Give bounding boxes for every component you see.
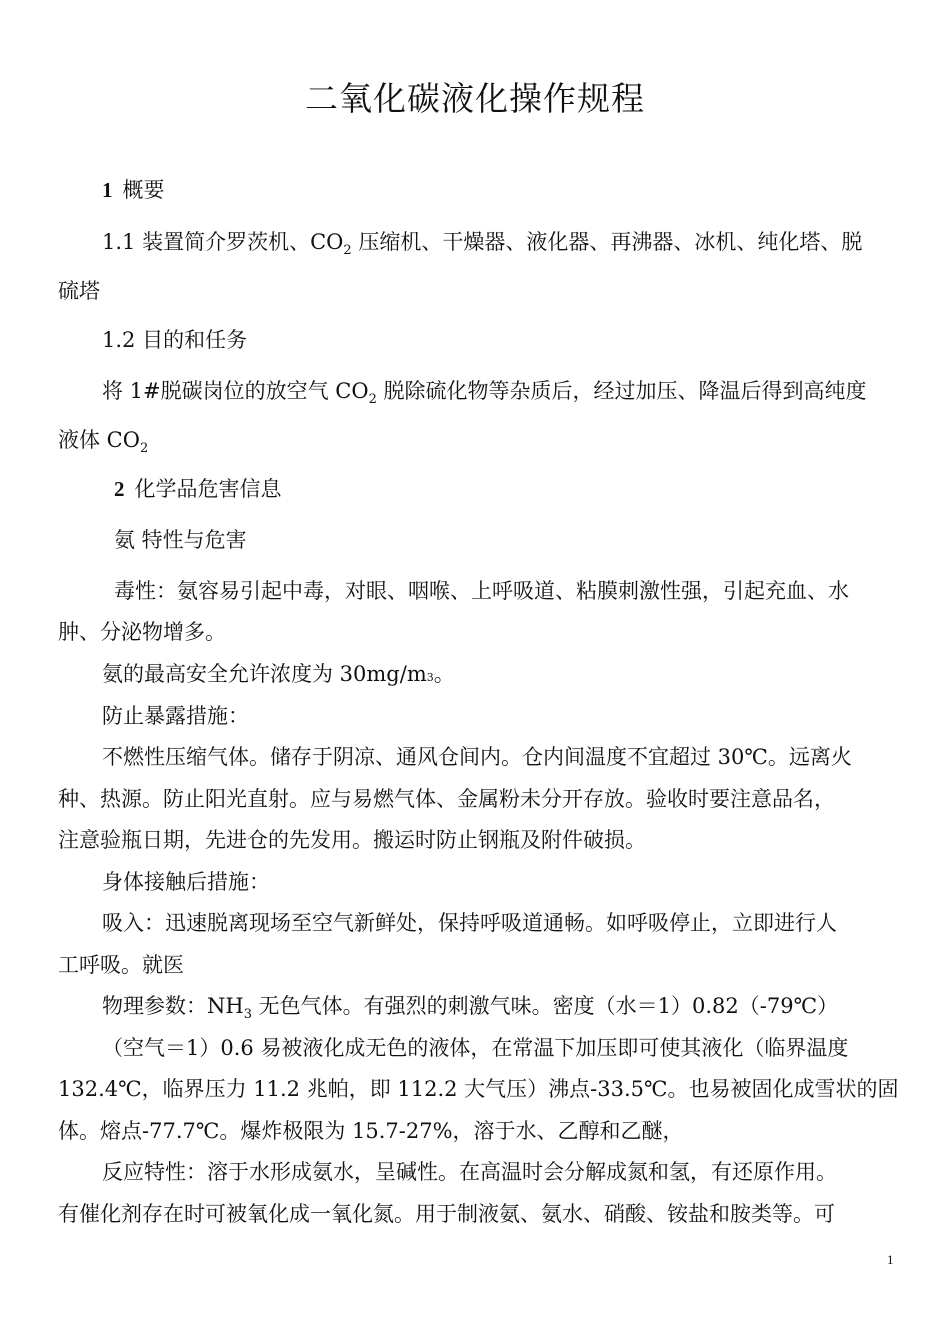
max-concentration bbox=[102, 659, 455, 689]
document-title: 二氧化碳液化操作规程 bbox=[305, 79, 645, 118]
text-segment: 脱除硫化物等杂质后，经过加压、降温后得到高纯度 bbox=[376, 379, 867, 403]
contact-line-1: 吸入：迅速脱离现场至空气新鲜处，保持呼吸道通畅。如呼吸停止，立即进行人 bbox=[102, 911, 837, 935]
physical-line-2: （空气＝1）0.6 易被液化成无色的液体，在常温下加压即可使其液化（临界温度 bbox=[102, 1036, 849, 1060]
physical-line-1 bbox=[102, 991, 838, 1021]
text-segment: 将 1#脱碳岗位的放空气 CO bbox=[102, 379, 369, 403]
prevention-line-3: 注意验瓶日期，先进仓的先发用。搬运时防止钢瓶及附件破损。 bbox=[58, 828, 646, 852]
section-2-heading bbox=[114, 474, 282, 504]
text-segment: 1.1 装置简介罗茨机、CO bbox=[102, 230, 344, 254]
prevention-line-1: 不燃性压缩气体。储存于阴凉、通风仓间内。仓内间温度不宜超过 30℃。远离火 bbox=[102, 745, 852, 769]
text-segment: 液体 CO bbox=[58, 428, 140, 452]
text-segment: 压缩机、干燥器、液化器、再沸器、冰机、纯化塔、脱 bbox=[351, 230, 863, 254]
purpose-line-1 bbox=[102, 376, 867, 406]
text-segment: 无色气体。有强烈的刺激气味。密度（水＝1）0.82（-79℃） bbox=[251, 994, 839, 1018]
toxicity-line-1: 毒性：氨容易引起中毒，对眼、咽喉、上呼吸道、粘膜刺激性强，引起充血、水 bbox=[114, 579, 849, 603]
subscript: 2 bbox=[343, 243, 352, 258]
contact-line-2: 工呼吸。就医 bbox=[58, 953, 184, 977]
page-number: 1 bbox=[887, 1252, 894, 1267]
text-segment: 氨的最高安全允许浓度为 30mg/m bbox=[102, 662, 427, 686]
section-2-label: 化学品危害信息 bbox=[134, 477, 282, 501]
paragraph-1-1-line-1 bbox=[102, 227, 862, 257]
section-1-heading bbox=[102, 175, 165, 205]
subsection-1-2-heading: 1.2 目的和任务 bbox=[102, 328, 248, 352]
section-1-label: 概要 bbox=[122, 178, 165, 202]
paragraph-1-1-line-2: 硫塔 bbox=[58, 279, 100, 303]
toxicity-line-2: 肿、分泌物增多。 bbox=[58, 620, 226, 644]
text-segment: 物理参数：NH bbox=[102, 994, 244, 1018]
prevention-line-2: 种、热源。防止阳光直射。应与易燃气体、金属粉未分开存放。验收时要注意品名， bbox=[58, 787, 835, 811]
subscript: 3 bbox=[243, 1007, 252, 1022]
subscript: 2 bbox=[139, 441, 149, 456]
subscript: 2 bbox=[368, 392, 377, 407]
physical-line-3: 132.4℃，临界压力 11.2 兆帕，即 112.2 大气压）沸点-33.5℃。也易被固化成雪状的固 bbox=[58, 1077, 899, 1101]
section-1-number: 1 bbox=[102, 178, 113, 202]
ammonia-heading: 氨 特性与危害 bbox=[114, 528, 247, 552]
section-2-number: 2 bbox=[114, 477, 125, 501]
contact-heading: 身体接触后措施： bbox=[102, 870, 270, 894]
purpose-line-2 bbox=[58, 425, 148, 455]
superscript: 3 bbox=[426, 671, 434, 684]
reaction-line-1: 反应特性：溶于水形成氨水，呈碱性。在高温时会分解成氮和氢，有还原作用。 bbox=[102, 1160, 837, 1184]
physical-line-4: 体。熔点-77.7℃。爆炸极限为 15.7-27%，溶于水、乙醇和乙醚， bbox=[58, 1119, 684, 1143]
prevention-heading: 防止暴露措施： bbox=[102, 704, 249, 728]
reaction-line-2: 有催化剂存在时可被氧化成一氧化氮。用于制液氨、氨水、硝酸、铵盐和胺类等。可 bbox=[58, 1202, 835, 1226]
text-segment: 。 bbox=[433, 662, 455, 686]
